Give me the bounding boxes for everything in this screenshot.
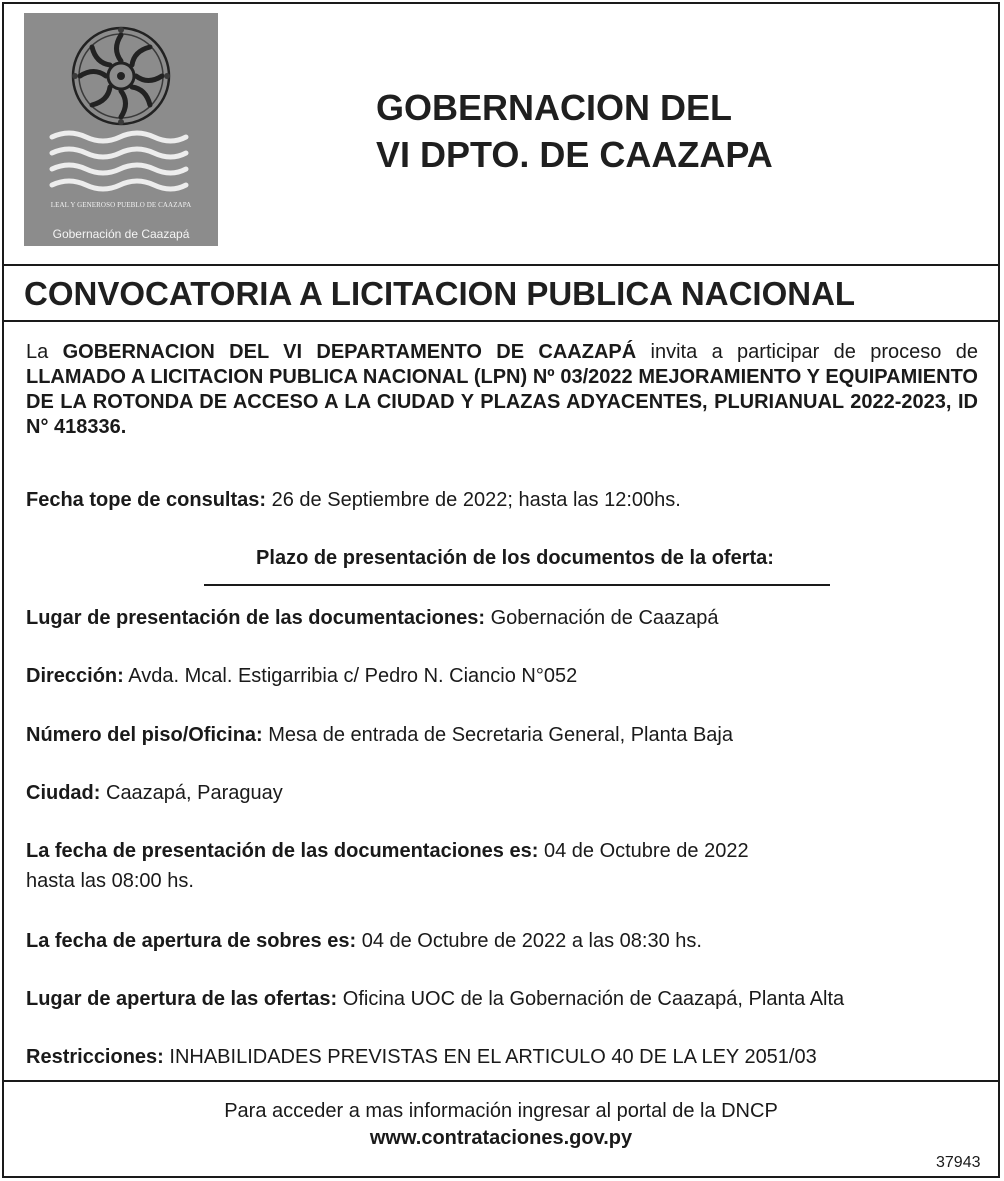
- government-title-line1: GOBERNACION DEL: [376, 87, 733, 128]
- emblem-icon: [24, 13, 218, 246]
- consultas-value: 26 de Septiembre de 2022; hasta las 12:00hs.: [266, 489, 681, 511]
- intro-prefix: La: [26, 341, 63, 363]
- intro-paragraph: [26, 340, 978, 440]
- piso-value: Mesa de entrada de Secretaria General, Planta Baja: [262, 724, 733, 746]
- divider: [4, 264, 998, 266]
- fecha-presentacion-value: 04 de Octubre de 2022: [538, 840, 749, 862]
- portal-link[interactable]: www.contrataciones.gov.py: [369, 1127, 633, 1149]
- direccion-line: [26, 664, 978, 689]
- fecha-presentacion-line: [26, 839, 978, 864]
- consultas-label: Fecha tope de consultas:: [26, 489, 267, 511]
- reference-number: 37943: [936, 1154, 981, 1171]
- logo-caption: Gobernación de Caazapá: [52, 227, 190, 241]
- lugar-apertura-value: Oficina UOC de la Gobernación de Caazapá, Planta Alta: [337, 988, 845, 1010]
- intro-middle: invita a participar de proceso de: [636, 341, 978, 363]
- lugar-line: [26, 606, 978, 631]
- footer: [4, 1098, 998, 1152]
- fecha-presentacion-continuation: hasta las 08:00 hs.: [26, 870, 194, 892]
- fecha-apertura-line: [26, 929, 978, 954]
- logo-motto: LEAL Y GENEROSO PUEBLO DE CAAZAPA: [50, 201, 192, 209]
- notice-body: [26, 340, 978, 1068]
- restricciones-label: Restricciones:: [26, 1046, 164, 1068]
- piso-line: [26, 723, 978, 748]
- header: [4, 4, 998, 264]
- direccion-label: Dirección:: [26, 665, 124, 687]
- fecha-apertura-label: La fecha de apertura de sobres es:: [26, 930, 357, 952]
- ciudad-line: [26, 781, 978, 806]
- lugar-apertura-line: [26, 987, 978, 1012]
- government-title-line2: VI DPTO. DE CAAZAPA: [376, 134, 773, 175]
- fecha-apertura-value: 04 de Octubre de 2022 a las 08:30 hs.: [356, 930, 702, 952]
- consultas-line: [26, 488, 978, 513]
- lugar-value: Gobernación de Caazapá: [485, 607, 719, 629]
- footer-info: Para acceder a mas información ingresar al portal de la DNCP: [224, 1100, 778, 1122]
- lugar-label: Lugar de presentación de las documentaciones:: [26, 607, 486, 629]
- direccion-value: Avda. Mcal. Estigarribia c/ Pedro N. Ciancio N°052: [123, 665, 578, 687]
- piso-label: Número del piso/Oficina:: [26, 724, 263, 746]
- restricciones-line: [26, 1045, 978, 1070]
- divider: [4, 320, 998, 322]
- notice-title: CONVOCATORIA A LICITACION PUBLICA NACIONAL: [24, 275, 856, 312]
- plazo-underline: [204, 584, 830, 586]
- ciudad-label: Ciudad:: [26, 782, 101, 804]
- restricciones-value: INHABILIDADES PREVISTAS EN EL ARTICULO 40 DE LA LEY 2051/03: [163, 1046, 817, 1068]
- lugar-apertura-label: Lugar de apertura de las ofertas:: [26, 988, 338, 1010]
- plazo-heading: Plazo de presentación de los documentos de la oferta:: [256, 547, 774, 569]
- intro-call: LLAMADO A LICITACION PUBLICA NACIONAL (LPN) Nº 03/2022 MEJORAMIENTO Y EQUIPAMIENTO DE LA ROTONDA DE ACCESO A LA CIUDAD Y PLAZAS ADYACENTES, PLURIANUAL 2022-2023, ID N° 418336.: [26, 366, 978, 438]
- fecha-presentacion-label: La fecha de presentación de las documentaciones es:: [26, 840, 539, 862]
- intro-entity: GOBERNACION DEL VI DEPARTAMENTO DE CAAZAPÁ: [62, 341, 637, 363]
- divider: [4, 1080, 998, 1082]
- government-title: [376, 84, 773, 178]
- caazapa-logo: [24, 13, 218, 246]
- ciudad-value: Caazapá, Paraguay: [100, 782, 283, 804]
- notice-frame: [2, 2, 1000, 1178]
